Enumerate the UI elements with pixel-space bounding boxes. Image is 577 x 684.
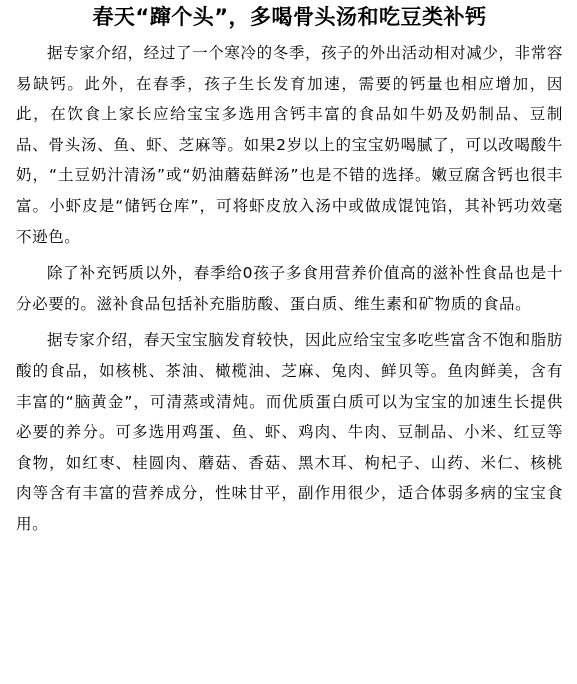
paragraph-calcium: 据专家介绍，经过了一个寒冷的冬季，孩子的外出活动相对减少，非常容易缺钙。此外，在春季，孩子生长发育加速，需要的钙量也相应增加，因此，在饮食上家长应给宝宝多选用含钙丰富的食品如牛奶及奶制品、豆制品、骨头汤、鱼、虾、芝麻等。如果2岁以上的宝宝奶喝腻了，可以改喝酸牛奶，“土豆奶汁清汤”或“奶油蘑菇鲜汤”也是不错的选择。嫩豆腐含钙也很丰富。小虾皮是“储钙仓库”，可将虾皮放入汤中或做成馄饨馅，其补钙功效毫不逊色。 <box>16 44 563 246</box>
paragraph-nourishing-food: 除了补充钙质以外，春季给0孩子多食用营养价值高的滋补性食品也是十分必要的。滋补食品包括补充脂肪酸、蛋白质、维生素和矿物质的食品。 <box>16 264 563 313</box>
document-title: 春天“蹿个头”，多喝骨头汤和吃豆类补钙 <box>92 5 487 29</box>
paragraph-brain-development: 据专家介绍，春天宝宝脑发育较快，因此应给宝宝多吃些富含不饱和脂肪酸的食品，如核桃、茶油、橄榄油、芝麻、兔肉、鲜贝等。鱼肉鲜美，含有丰富的“脑黄金”，可清蒸或清炖。而优质蛋白质可以为宝宝的加速生长提供必要的养分。可多选用鸡蛋、鱼、虾、鸡肉、牛肉、豆制品、小米、红豆等食物，如红枣、桂圆肉、蘑菇、香菇、黑木耳、枸杞子、山药、米仁、核桃肉等含有丰富的营养成分，性味甘平，副作用很少，适合体弱多病的宝宝食用。 <box>16 331 563 533</box>
